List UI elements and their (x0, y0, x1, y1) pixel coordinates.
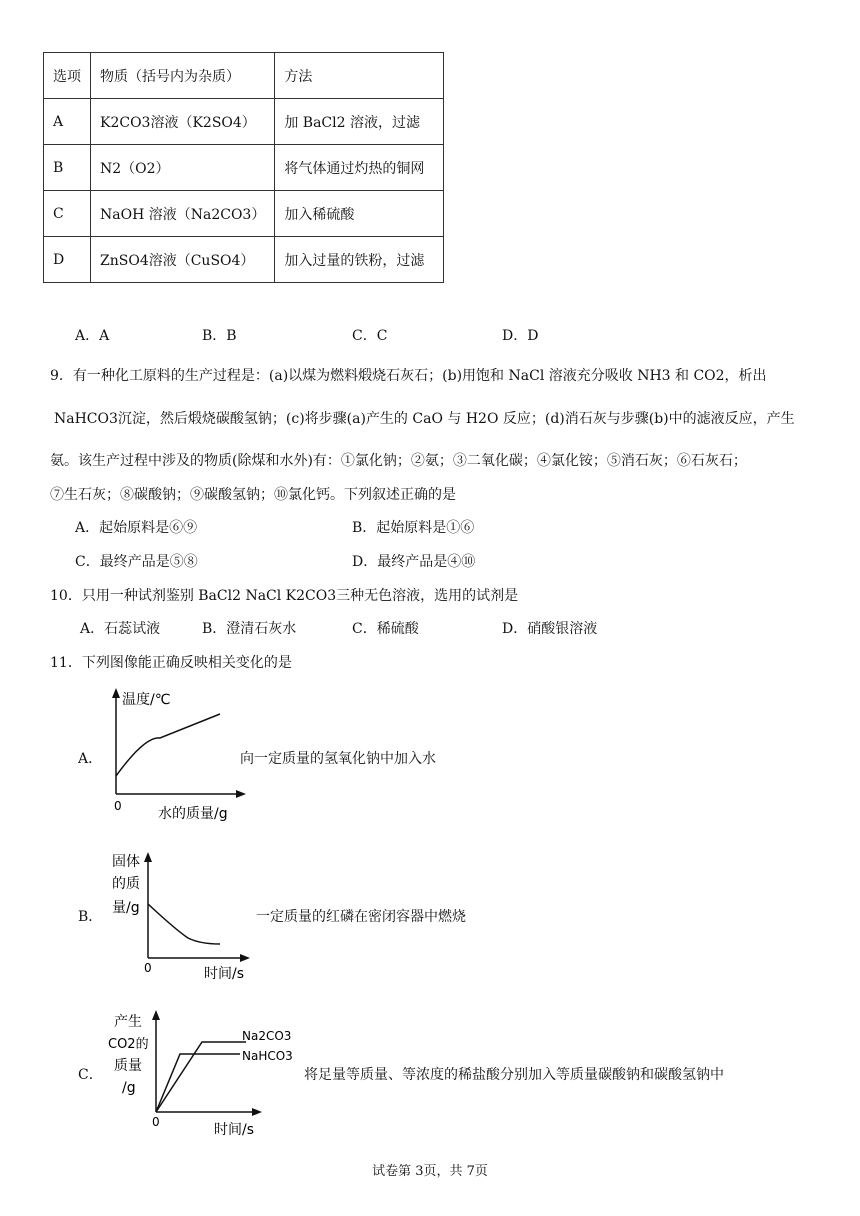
graph-c-ylabel: 产生 (114, 1014, 142, 1030)
graph-b-origin: 0 (144, 961, 152, 975)
graph-b-xlabel: 时间/s (204, 966, 245, 982)
q11-option-a-desc: 向一定质量的氢氧化钠中加入水 (240, 751, 436, 767)
table-cell: 加 BaCl2 溶液，过滤 (275, 99, 444, 145)
graph-b-ylabel: 固体 (112, 854, 140, 870)
graph-c-ylabel: CO2的 (108, 1037, 149, 1052)
table-row (44, 99, 444, 145)
q9-choice-d[interactable]: D．最终产品是④⑩ (352, 554, 476, 570)
q11-graph-a (100, 686, 250, 830)
table-header-cell: 选项 (44, 53, 91, 99)
table-cell: 加入稀硫酸 (275, 191, 444, 237)
q11-option-b-desc: 一定质量的红磷在密闭容器中燃烧 (256, 909, 466, 925)
q9-stem-line1: 9．有一种化工原料的生产过程是：(a)以煤为燃料煅烧石灰石；(b)用饱和 NaCl 溶液充分吸收 NH3 和 CO2，析出 (50, 368, 767, 384)
table-cell: 加入过量的铁粉，过滤 (275, 237, 444, 283)
q9-choice-c[interactable]: C．最终产品是⑤⑧ (75, 554, 198, 570)
q10-stem: 10．只用一种试剂鉴别 BaCl2 NaCl K2CO3三种无色溶液，选用的试剂是 (50, 588, 519, 604)
graph-a-ylabel: 温度/℃ (122, 692, 171, 708)
table-cell: NaOH 溶液（Na2CO3） (91, 191, 275, 237)
graph-a-origin: 0 (114, 799, 122, 813)
graph-b-ylabel: 的质 (112, 876, 140, 892)
q11-graph-b (108, 850, 258, 986)
q8-choice-c[interactable]: C．C (352, 328, 388, 344)
q9-stem-line4: ⑦生石灰；⑧碳酸钠；⑨碳酸氢钠；⑩氯化钙。下列叙述正确的是 (50, 487, 456, 503)
q11-option-b-label[interactable]: B． (78, 909, 103, 925)
table-cell: N2（O2） (91, 145, 275, 191)
table-cell: 将气体通过灼热的铜网 (275, 145, 444, 191)
q9-stem-line3: 氨。该生产过程中涉及的物质(除煤和水外)有：①氯化钠；②氨；③二氧化碳；④氯化铵；⑤消石灰；⑥石灰石； (50, 453, 747, 469)
q9-choice-a[interactable]: A．起始原料是⑥⑨ (75, 520, 198, 536)
q10-choice-a[interactable]: A．石蕊试液 (80, 621, 161, 637)
q11-option-c-label[interactable]: C． (78, 1067, 103, 1083)
q11-stem: 11．下列图像能正确反映相关变化的是 (50, 655, 292, 671)
table-cell: ZnSO4溶液（CuSO4） (91, 237, 275, 283)
page-footer: 试卷第 3页，共 7页 (372, 1164, 488, 1179)
q9-choice-b[interactable]: B．起始原料是①⑥ (352, 520, 475, 536)
options-table (43, 52, 444, 283)
graph-c-series-na2co3: Na2CO3 (242, 1029, 292, 1043)
q10-choice-b[interactable]: B．澄清石灰水 (202, 621, 297, 637)
table-cell: C (44, 191, 91, 237)
table-cell: A (44, 99, 91, 145)
table-row (44, 191, 444, 237)
q10-choice-d[interactable]: D．硝酸银溶液 (502, 621, 598, 637)
graph-c-series-nahco3: NaHCO3 (242, 1049, 293, 1063)
table-cell: B (44, 145, 91, 191)
table-header-cell: 物质（括号内为杂质） (91, 53, 275, 99)
graph-b-ylabel: 量/g (112, 900, 140, 916)
graph-c-ylabel: /g (122, 1080, 136, 1096)
graph-c-ylabel: 质量 (114, 1058, 142, 1074)
q8-choice-a[interactable]: A．A (75, 328, 110, 344)
graph-c-origin: 0 (152, 1115, 160, 1129)
q9-stem-line2: NaHCO3沉淀，然后煅烧碳酸氢钠；(c)将步骤(a)产生的 CaO 与 H2O 反应；(d)消石灰与步骤(b)中的滤液反应，产生 (54, 411, 795, 427)
graph-c-xlabel: 时间/s (214, 1122, 255, 1138)
q11-option-a-label[interactable]: A． (78, 751, 103, 767)
q10-choice-c[interactable]: C．稀硫酸 (352, 621, 419, 637)
table-header-cell: 方法 (275, 53, 444, 99)
table-row (44, 237, 444, 283)
table-cell: D (44, 237, 91, 283)
table-row (44, 145, 444, 191)
q11-graph-c (104, 1006, 304, 1146)
graph-a-xlabel: 水的质量/g (158, 806, 228, 822)
table-cell: K2CO3溶液（K2SO4） (91, 99, 275, 145)
q8-choice-b[interactable]: B．B (202, 328, 237, 344)
q8-choice-d[interactable]: D．D (502, 328, 539, 344)
table-row (44, 53, 444, 99)
q11-option-c-desc: 将足量等质量、等浓度的稀盐酸分别加入等质量碳酸钠和碳酸氢钠中 (304, 1067, 724, 1083)
